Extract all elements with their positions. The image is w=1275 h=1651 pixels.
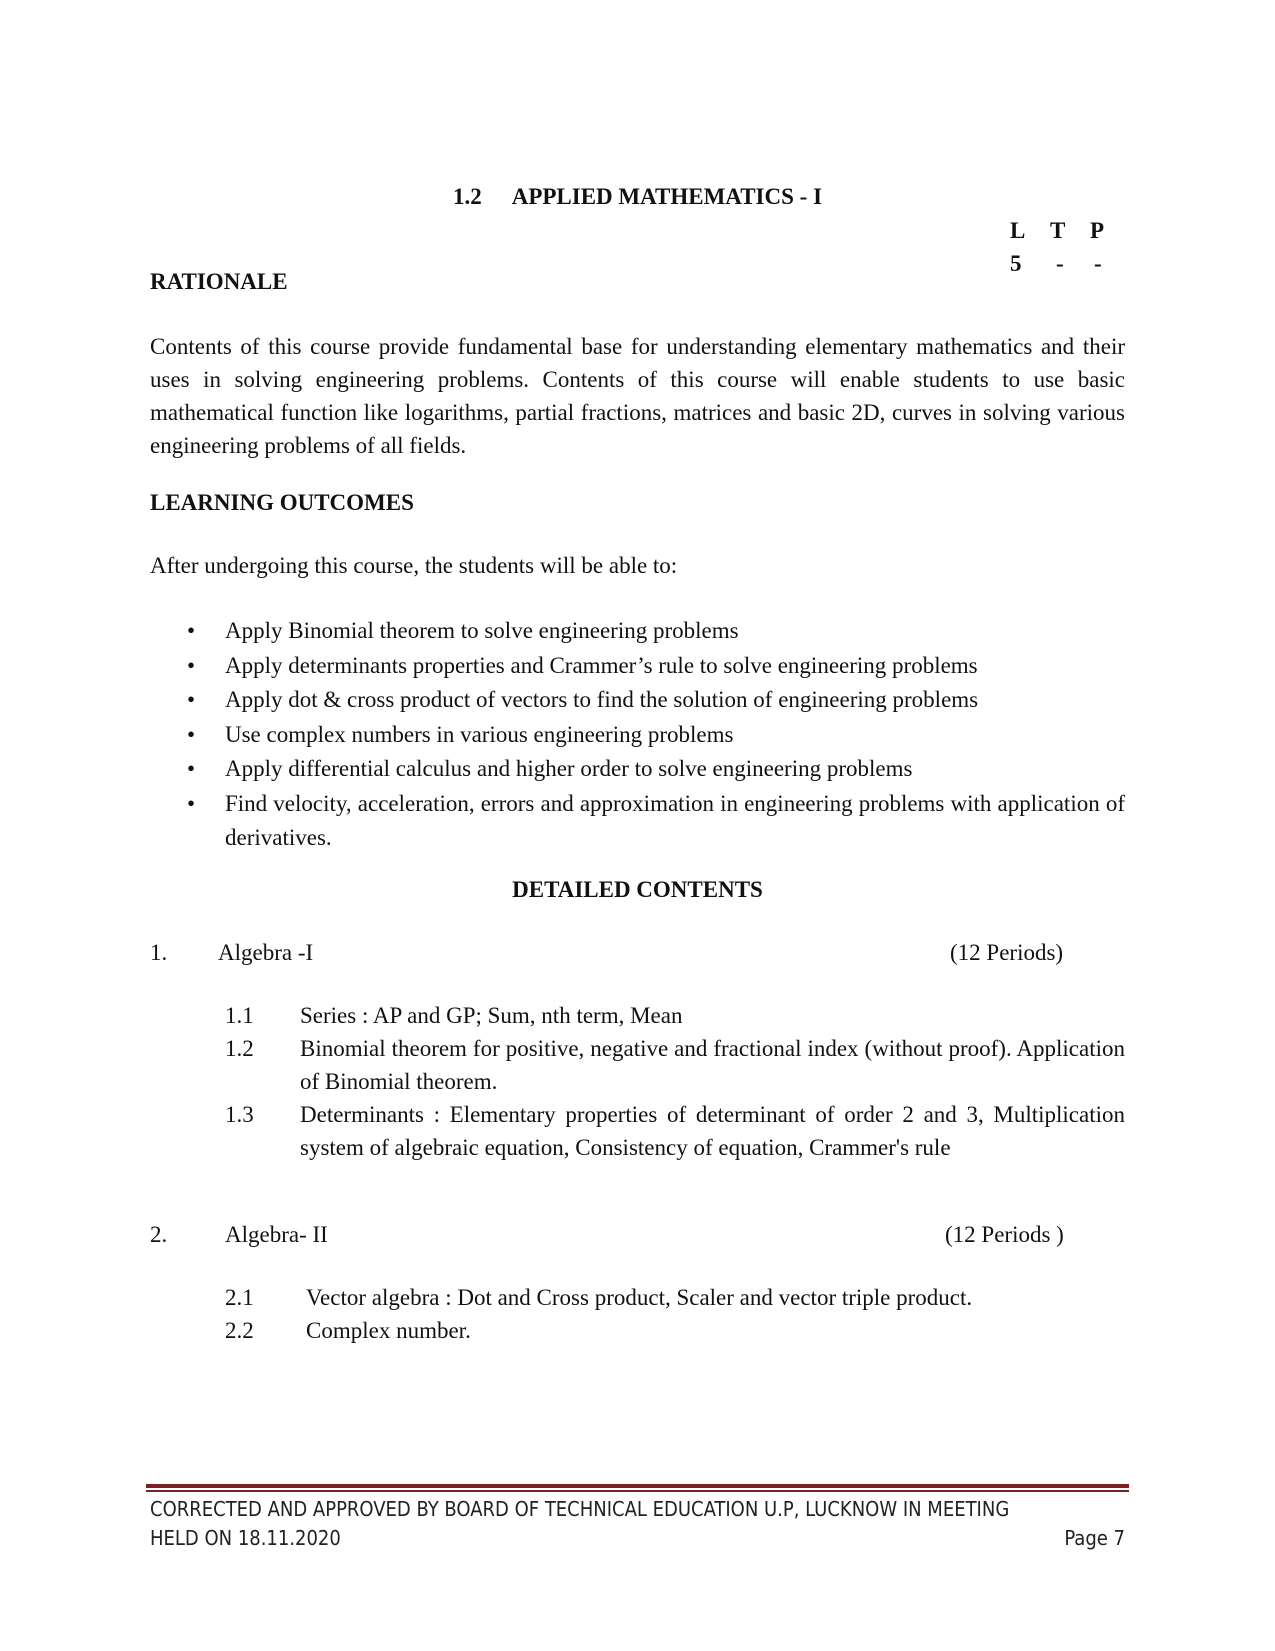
list-item: • Use complex numbers in various engineering problems [150, 718, 1125, 753]
item-number: 1.2 [225, 1036, 254, 1061]
course-name: APPLIED MATHEMATICS - I [511, 184, 823, 209]
item-number: 2.1 [225, 1285, 254, 1310]
list-item: • Find velocity, acceleration, errors and approximation in engineering problems with application of derivatives. [150, 787, 1125, 856]
section-number: 1. [150, 940, 168, 965]
detailed-contents-heading: DETAILED CONTENTS [512, 877, 763, 902]
rationale-text: Contents of this course provide fundamental base for understanding elementary mathematics and their uses in solving engineering problems. Contents of this course will enable students to use basic mathematical function like logarithms, partial fractions, matrices and basic 2D, curves in solving various engineering problems of all fields. [150, 334, 1125, 458]
footer-line-2: HELD ON 18.11.2020 [150, 1526, 341, 1550]
course-title [0, 180, 1275, 213]
list-item [225, 1032, 1125, 1098]
item-number: 1.3 [225, 1102, 254, 1127]
ltp-table [1010, 214, 1130, 280]
list-item: • Apply determinants properties and Crammer’s rule to solve engineering problems [150, 649, 1125, 684]
learning-outcomes-list [150, 614, 1125, 856]
ltp-value-t: - [1056, 251, 1064, 276]
section-row [150, 936, 1125, 969]
ltp-header-t: T [1050, 218, 1066, 243]
item-number: 1.1 [225, 1003, 254, 1028]
item-text: Complex number. [306, 1318, 471, 1343]
section-periods: (12 Periods ) [945, 1222, 1064, 1247]
list-item: • Apply Binomial theorem to solve engineering problems [150, 614, 1125, 649]
list-item [225, 1314, 1125, 1347]
page-number: Page 7 [1064, 1526, 1125, 1550]
ltp-value-p: - [1094, 251, 1102, 276]
list-item: • Apply differential calculus and higher order to solve engineering problems [150, 752, 1125, 787]
item-text: Determinants : Elementary properties of determinant of order 2 and 3, Multiplication system of algebraic equation, Consistency of equation, Crammer's rule [300, 1102, 1125, 1160]
section-periods: (12 Periods) [950, 940, 1064, 965]
rationale-heading: RATIONALE [150, 269, 288, 294]
section-1-items [225, 999, 1125, 1164]
item-number: 2.2 [225, 1318, 254, 1343]
footer-line-2-row [150, 1524, 1125, 1553]
list-item: • Apply dot & cross product of vectors to find the solution of engineering problems [150, 683, 1125, 718]
list-item [225, 1281, 1125, 1314]
ltp-value-row [1010, 247, 1130, 280]
ltp-header-row [1010, 214, 1130, 247]
footer-divider-thin [146, 1490, 1129, 1492]
ltp-value-l: 5 [1010, 251, 1022, 276]
item-text: Vector algebra : Dot and Cross product, Scaler and vector triple product. [306, 1285, 973, 1310]
list-item [225, 1098, 1125, 1164]
ltp-header-p: P [1090, 218, 1105, 243]
section-name: Algebra -I [218, 940, 314, 965]
list-item [225, 999, 1125, 1032]
section-2-items [225, 1281, 1125, 1347]
item-text: Series : AP and GP; Sum, nth term, Mean [300, 1003, 683, 1028]
learning-outcomes-intro: After undergoing this course, the students will be able to: [150, 553, 678, 578]
section-number: 2. [150, 1222, 168, 1247]
footer-divider [146, 1484, 1129, 1488]
page-footer [150, 1495, 1125, 1553]
footer-line-1: CORRECTED AND APPROVED BY BOARD OF TECHNICAL EDUCATION U.P, LUCKNOW IN MEETING [150, 1497, 1010, 1521]
item-text: Binomial theorem for positive, negative and fractional index (without proof). Application of Binomial theorem. [300, 1036, 1125, 1094]
ltp-header-l: L [1010, 218, 1026, 243]
section-name: Algebra- II [225, 1222, 328, 1247]
learning-outcomes-heading: LEARNING OUTCOMES [150, 490, 414, 515]
course-number: 1.2 [452, 184, 482, 209]
section-row [150, 1218, 1125, 1251]
